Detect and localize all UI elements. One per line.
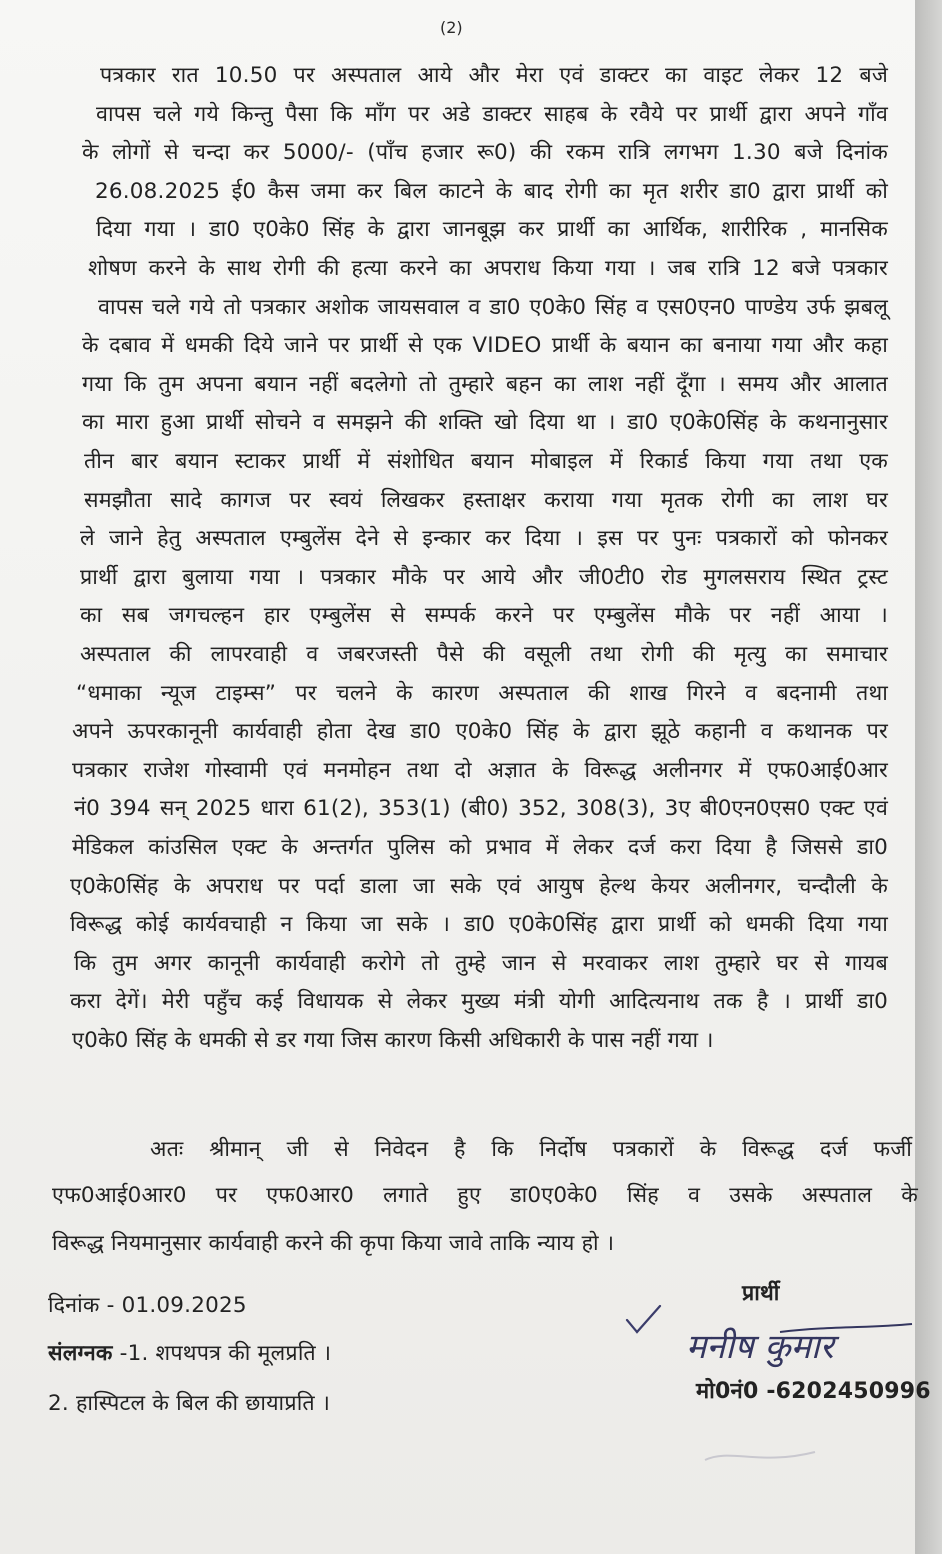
applicant-label: प्रार्थी <box>742 1281 780 1306</box>
body-line: अस्पताल की लापरवाही व जबरजस्ती पैसे की वसूली तथा रोगी की मृत्यु का समाचार <box>80 642 888 667</box>
page-number: (2) <box>440 18 463 37</box>
request-line: विरूद्ध नियमानुसार कार्यवाही करने की कृपा किया जावे ताकि न्याय हो । <box>52 1231 615 1256</box>
body-line: “धमाका न्यूज टाइम्स” पर चलने के कारण अस्पताल की शाख गिरने व बदनामी तथा <box>76 681 888 706</box>
body-line: तीन बार बयान स्टाकर प्रार्थी में संशोधित बयान मोबाइल में रिकार्ड किया गया तथा एक <box>84 449 888 474</box>
body-line: का सब जगचल्हन हार एम्बुलेंस से सम्पर्क करने पर एम्बुलेंस मौके पर नहीं आया । <box>80 603 888 628</box>
body-line: नं0 394 सन् 2025 धारा 61(2), 353(1) (बी0) 352, 308(3), 3ए बी0एन0एस0 एक्ट एवं <box>74 796 888 821</box>
date-line: दिनांक - 01.09.2025 <box>48 1293 247 1318</box>
body-line: विरूद्ध कोई कार्यवचाही न किया जा सके । डा0 ए0के0सिंह द्वारा प्रार्थी को धमकी दिया गया <box>70 912 888 937</box>
body-line: ले जाने हेतु अस्पताल एम्बुलेंस देने से इन्कार कर दिया । इस पर पुनः पत्रकारों को फोनकर <box>80 526 888 551</box>
body-line: वापस चले गये किन्तु पैसा कि माँग पर अडे डाक्टर साहब के रवैये पर प्रार्थी द्वारा अपने गाँव <box>96 102 888 127</box>
body-line: के लोगों से चन्दा कर 5000/- (पाँच हजार रू0) की रकम रात्रि लगभग 1.30 बजे दिनांक <box>82 140 888 165</box>
mobile-number: मो0नं0 -6202450996 <box>696 1379 931 1404</box>
signature-text: मनीष कुमार <box>686 1327 834 1367</box>
body-line: का मारा हुआ प्रार्थी सोचने व समझने की शक्ति खो दिया था । डा0 ए0के0सिंह के कथनानुसार <box>82 410 888 435</box>
body-line: समझौता सादे कागज पर स्वयं लिखकर हस्ताक्षर कराया गया मृतक रोगी का लाश घर <box>84 488 888 513</box>
body-line: शोषण करने के साथ रोगी की हत्या करने का अपराध किया गया । जब रात्रि 12 बजे पत्रकार <box>88 256 888 281</box>
body-line: प्रार्थी द्वारा बुलाया गया । पत्रकार मौके पर आये और जी0टी0 रोड मुगलसराय स्थित ट्रस्ट <box>80 565 888 590</box>
signature <box>680 1318 920 1370</box>
request-line: अतः श्रीमान् जी से निवेदन है कि निर्दोष पत्रकारों के विरूद्ध दर्ज फर्जी <box>150 1137 912 1162</box>
body-line: ए0के0सिंह के अपराध पर पर्दा डाला जा सके एवं आयुष हेल्थ केयर अलीनगर, चन्दौली के <box>70 874 888 899</box>
body-line: कि तुम अगर कानूनी कार्यवाही करोगे तो तुम्हे जान से मरवाकर लाश तुम्हारे घर से गायब <box>74 951 888 976</box>
body-line: अपने ऊपरकानूनी कार्यवाही होता देख डा0 ए0के0 सिंह के द्वारा झूठे कहानी व कथानक पर <box>72 719 888 744</box>
body-line: के दबाव में धमकी दिये जाने पर प्रार्थी से एक VIDEO प्रार्थी के बयान का बनाया गया और कहा <box>82 333 888 358</box>
enclosure-1-text: -1. शपथपत्र की मूलप्रति । <box>119 1341 332 1366</box>
body-line: पत्रकार रात 10.50 पर अस्पताल आये और मेरा एवं डाक्टर का वाइट लेकर 12 बजे <box>100 63 888 88</box>
enclosure-1 <box>48 1340 331 1368</box>
enclosure-label: संलग्नक <box>48 1341 113 1366</box>
body-line: ए0के0 सिंह के धमकी से डर गया जिस कारण किसी अधिकारी के पास नहीं गया । <box>72 1028 714 1053</box>
body-line: मेडिकल कांउसिल एक्ट के अन्तर्गत पुलिस को प्रभाव में लेकर दर्ज करा दिया है जिससे डा0 <box>72 835 888 860</box>
body-line: करा देगें। मेरी पहुँच कई विधायक से लेकर मुख्य मंत्री योगी आदित्यनाथ तक है । प्रार्थी डा0 <box>70 989 888 1014</box>
checkmark-icon <box>624 1302 664 1338</box>
body-line: 26.08.2025 ई0 कैस जमा कर बिल काटने के बाद रोगी का मृत शरीर डा0 द्वारा प्रार्थी को <box>95 179 888 204</box>
body-line: दिया गया । डा0 ए0के0 सिंह के द्वारा जानबूझ कर प्रार्थी का आर्थिक, शारीरिक , मानसिक <box>96 217 888 242</box>
body-line: पत्रकार राजेश गोस्वामी एवं मनमोहन तथा दो अज्ञात के विरूद्ध अलीनगर में एफ0आई0आर <box>72 758 888 783</box>
body-line: वापस चले गये तो पत्रकार अशोक जायसवाल व डा0 ए0के0 सिंह व एस0एन0 पाण्डेय उर्फ झबलू <box>98 295 888 320</box>
faint-ink-mark <box>700 1440 820 1470</box>
enclosure-2: 2. हास्पिटल के बिल की छायाप्रति । <box>48 1391 331 1416</box>
body-line: गया कि तुम अपना बयान नहीं बदलेगो तो तुम्हारे बहन का लाश नहीं दूँगा । समय और आलात <box>82 372 888 397</box>
request-line: एफ0आई0आर0 पर एफ0आर0 लगाते हुए डा0ए0के0 सिंह व उसके अस्पताल के <box>52 1183 918 1208</box>
